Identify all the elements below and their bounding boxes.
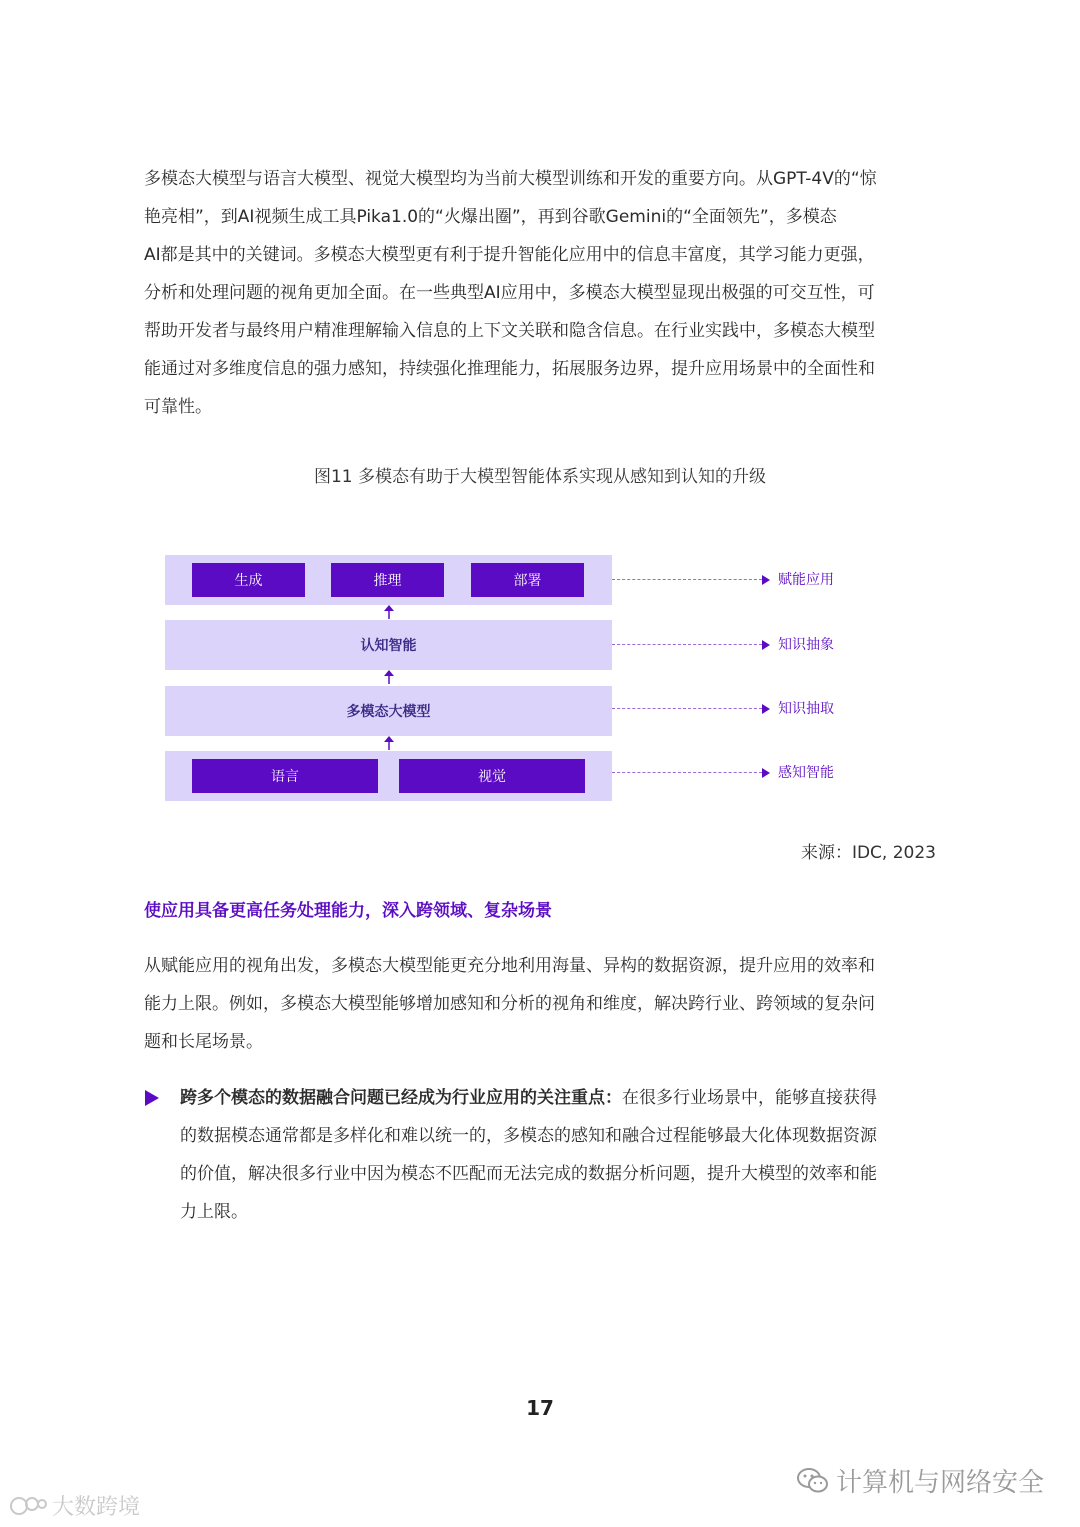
watermark-wechat <box>796 1462 1044 1499</box>
bullet-lead: 跨多个模态的数据融合问题已经成为行业应用的关注重点： <box>180 1088 622 1108</box>
side-label-abstraction: 知识抽象 <box>778 637 834 653</box>
text-line: 能通过对多维度信息的强力感知，持续强化推理能力，拓展服务边界，提升应用场景中的全面性和 <box>144 359 875 379</box>
text-line: 题和长尾场景。 <box>144 1032 263 1052</box>
vision-box: 视觉 <box>399 759 585 793</box>
multimodal-label: 多模态大模型 <box>346 704 431 720</box>
arrow-head-icon <box>762 640 770 650</box>
bullet-text: 在很多行业场景中，能够直接获得 <box>622 1088 877 1108</box>
up-arrow-icon <box>383 670 395 684</box>
text-line: AI都是其中的关键词。多模态大模型更有利于提升智能化应用中的信息丰富度，其学习能力更强， <box>144 245 875 265</box>
cognition-label: 认知智能 <box>360 638 417 654</box>
section-heading: 使应用具备更高任务处理能力，深入跨领域、复杂场景 <box>144 901 552 921</box>
cognition-layer <box>165 620 612 670</box>
text-line: 的价值，解决很多行业中因为模态不匹配而无法完成的数据分析问题，提升大模型的效率和能 <box>180 1164 877 1184</box>
side-label-empower: 赋能应用 <box>778 572 834 588</box>
up-arrow-icon <box>383 736 395 750</box>
language-box: 语言 <box>192 759 378 793</box>
arrow-head-icon <box>762 575 770 585</box>
text-line: 力上限。 <box>180 1202 248 1222</box>
bullet-triangle-icon <box>145 1090 159 1106</box>
generate-box: 生成 <box>192 563 305 597</box>
text-line: 可靠性。 <box>144 397 212 417</box>
reasoning-box: 推理 <box>331 563 444 597</box>
deploy-box: 部署 <box>471 563 584 597</box>
body-paragraph <box>144 947 936 1061</box>
side-label-extraction: 知识抽取 <box>778 701 834 717</box>
dashed-connector <box>612 644 762 645</box>
application-layer <box>165 555 612 605</box>
text-line: 能力上限。例如，多模态大模型能够增加感知和分析的视角和维度，解决跨行业、跨领域的复杂问 <box>144 994 875 1014</box>
figure-source: 来源：IDC, 2023 <box>800 843 936 863</box>
dashed-connector <box>612 772 762 773</box>
perception-layer <box>165 751 612 801</box>
text-line: 艳亮相”，到AI视频生成工具Pika1.0的“火爆出圈”，再到谷歌Gemini的“全面领先”，多模态 <box>144 207 837 227</box>
watermark-left-text: 大数跨境 <box>52 1495 141 1520</box>
watermark-brand <box>10 1490 140 1521</box>
up-arrow-icon <box>383 605 395 619</box>
page-number: 17 <box>526 1396 554 1420</box>
text-line: 多模态大模型与语言大模型、视觉大模型均为当前大模型训练和开发的重要方向。从GPT-4V的“惊 <box>144 169 877 189</box>
bullet-paragraph <box>180 1079 936 1231</box>
multimodal-layer <box>165 686 612 736</box>
dashed-connector <box>612 579 762 580</box>
brand-logo-icon <box>10 1494 48 1518</box>
dashed-connector <box>612 708 762 709</box>
arrow-head-icon <box>762 768 770 778</box>
text-line <box>180 1079 936 1117</box>
text-line: 帮助开发者与最终用户精准理解输入信息的上下文关联和隐含信息。在行业实践中，多模态大模型 <box>144 321 875 341</box>
watermark-right-text: 计算机与网络安全 <box>835 1468 1044 1498</box>
text-line: 分析和处理问题的视角更加全面。在一些典型AI应用中，多模态大模型显现出极强的可交互性，可 <box>144 283 875 303</box>
text-line: 从赋能应用的视角出发，多模态大模型能更充分地利用海量、异构的数据资源，提升应用的效率和 <box>144 956 875 976</box>
side-label-perception: 感知智能 <box>778 765 834 781</box>
wechat-icon <box>796 1467 830 1495</box>
arrow-head-icon <box>762 704 770 714</box>
text-line: 的数据模态通常都是多样化和难以统一的，多模态的感知和融合过程能够最大化体现数据资源 <box>180 1126 877 1146</box>
intro-paragraph <box>144 160 936 426</box>
figure-title: 图11 多模态有助于大模型智能体系实现从感知到认知的升级 <box>313 467 767 487</box>
